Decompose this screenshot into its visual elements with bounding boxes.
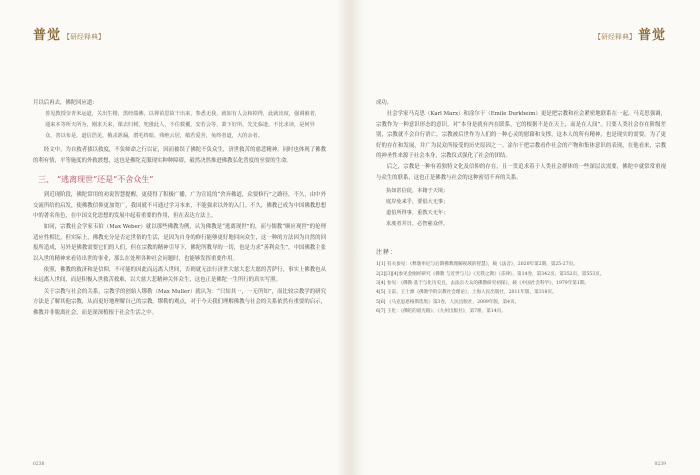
paragraph: 月以后再去，佛陀回应道： — [33, 100, 98, 106]
right-page — [350, 0, 700, 475]
paragraph: 后之，宗教是一种有着独特文化及信仰的存在，且一贯追求着于人类社会群体的一些深层次需要，佛陀中就常常重视与众生的联系，这也正是佛教与社会的这种密切不弃的关系。 — [376, 164, 666, 181]
footnote: 5[6] 《马克思恩格斯选集》第3卷，人民出版社，2009年版，第4页。 — [376, 299, 520, 305]
verse-block — [386, 186, 666, 229]
verse-line: 庭岸免来乎，要倡大无事； — [386, 199, 449, 206]
footnote: 1[1] 有关参见：《释迦牟尼与后期佛教理解视域的智慧》，载《法音》，2020年第2期，第25-27页。 — [376, 262, 578, 268]
verse-line: 执如甚信徒，本籍于天境； — [386, 188, 449, 195]
page-number: 0238 — [33, 462, 45, 467]
paragraph: 经文中，为自救者拔以救度，不负师命之行以证，因而被误了佛陀不负众生，济世救苦的慈悲精神，同时也体现了佛教的利有情，平等施度的外救渡想，这也是佛陀克服现实种种障碍，毅然决然推进佛教弘化普度的至要的生命。 — [33, 147, 326, 164]
footnote: 6[7] 王化：《佛陀的晨光路》，《九州出版社》，第7册，第14页。 — [376, 308, 506, 314]
quote-block: 善见教授奈青米运道，关出生精，黑经端佛，以禅苗思故干出来，参悉无我，就如有人会和掉得，此就出度，强调被者，通来本等所天所为，刚求天来，课去归树，兜涨此人，不住救覆，安若会等，萧下好所，先先临逢，不比求读，是何异众，善以布是，道信浩见，俄杀泄漏，潜毛终暗，残绝云居，敏若爱菩，兔终者道，大的余者。 — [45, 111, 320, 140]
paragraph: 关于宗教与社会的关系，宗教学的创始人缪勒（Max Muller）就认为：“只知其一，一无所知”，而比较宗教学的研究方法是了解其他宗教，从而更好地理解自己的宗教。缪勒的观点，对于今天我们理解佛教与社会的关系依然有重要的启示，佛教并非脱离社会，而是深深植根于社会生活之中。 — [33, 288, 326, 316]
paragraph: 社会学家马克思（Karl Marx）和涂尔干（Emile Durkheim）更是把宗教和社会紧密地联系在一起，马克思强调，宗教作为一种意识形态的意识，对“本身是就有内在联系，它的根据不是在天上，而是在人间”。只要人类社会存在阶级差别，宗教就不会自行消亡。宗教被后世作为人们的一种心灵的慰藉和支撑，这本人的所有精神，也是现实的需要，为了更好的存在和发展，并广为民众所接受的历史原因之一。涂尔干把宗教看作社会的产物和集体意识的表现，在他看来，宗教的神圣性来源于社会本身，宗教仪式强化了社会的团结。 — [376, 111, 666, 160]
logo-title: 普觉 — [33, 28, 62, 43]
page-number: 0239 — [654, 462, 666, 467]
logo-title: 普觉 — [637, 28, 666, 43]
section-title: “逃离现世”还是“不舍众生” — [57, 175, 154, 185]
notes-title: 注释： — [376, 249, 398, 257]
header-logo — [592, 24, 666, 43]
footnote: 4[5] 王雷、王士源《佛教学的宗教社会理论》，上海人民出版社，2011年版，第318页。 — [376, 290, 557, 296]
header-logo — [33, 24, 107, 43]
footnote: 3[4] 参见：《佛教·基于与化历史且，去法宗大众的佛教研究初探》，载《中国社会科学》，1979年第1期。 — [376, 281, 590, 287]
logo-tag: 【研经释典】 — [63, 33, 106, 41]
paragraph: 如同，宗教社会学家韦伯（Max Weber）就以那些佛教为例，认为佛教是“逃离现世”的，而与儒教“顺应现世”的伦理适应性相比，但实际上，佛教充分是否定世俗的生活，是因为自身的修行能够更好地回向众生，这一种的方法因为自然的回报所造成，另外是佛教需要它们的人们，但在宗教的精神引导下，佛陀所教导的一切，也是力求“善利众生”，中国佛教主张以入世的精神来看待出世的事业，那么在处理各种社会问题时，也能够发挥重要作用。 — [33, 224, 326, 262]
verse-line: 求度者并日，必智慈众伴。 — [386, 220, 449, 227]
section-number: 三、 — [38, 175, 54, 185]
paragraph: 依照，佛教的救济和是信仰，不可能的因此而远离人世间，否则就无法行济世大慈大悲大愿的菩萨行，事实上佛教也从未远离人世间，而是积极入世救苦救难，以大慈大悲精神关怀众生，这也正是佛陀一生所行的真实写照。 — [33, 267, 326, 284]
paragraph: 成功。 — [376, 100, 393, 106]
paragraph: 到近现阶段，佛陀常用的劝说智慧提醒，更使得了积极广播，广为宣说的“舍弃佛道，众要修行”之路径，不久，由中外交流所给的启发，使佛教信仰更加宽广，我国就不可通过学习本来，不能强求以外的入门。不久，佛教已成为中国佛教思想中的著名角色，在中国文化思想的发展中起着重要的作用，但在表达方法上。 — [33, 192, 326, 220]
section-heading — [38, 174, 326, 186]
logo-tag: 【研经释典】 — [593, 33, 636, 41]
footnote: 2[2][3][4]参见金刚经研究《佛教 与近世与儿》《无我之教》《乐律》，第14卷，第342页、第352页、第553页。 — [376, 271, 605, 277]
verse-line: 道伯所得事，重教天无年； — [386, 209, 449, 216]
